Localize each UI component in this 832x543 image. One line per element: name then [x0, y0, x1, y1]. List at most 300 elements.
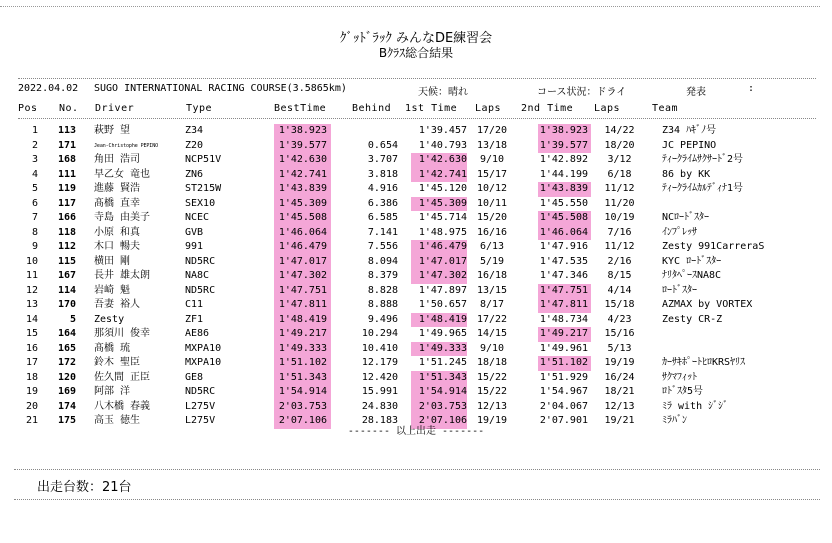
car-type: MXPA10	[185, 342, 222, 354]
event-date: 2022.04.02	[18, 83, 79, 94]
second-time: 1'38.923	[538, 124, 591, 139]
car-type: ZF1	[185, 313, 204, 325]
first-time: 2'03.753	[411, 400, 467, 415]
second-time: 1'47.916	[539, 241, 588, 253]
pos-cell: 16	[25, 342, 38, 354]
second-laps: 11/12	[604, 183, 635, 195]
car-number: 171	[57, 139, 76, 151]
second-time: 1'46.064	[538, 226, 591, 241]
driver-name: 岩崎 魁	[94, 284, 131, 296]
pos-cell: 9	[31, 241, 38, 253]
second-time: 1'47.751	[538, 284, 591, 299]
spacer	[517, 342, 538, 357]
behind-gap: 8.094	[367, 255, 398, 267]
spacer	[76, 342, 94, 357]
spacer	[398, 124, 411, 139]
team-name	[648, 197, 822, 212]
second-laps: 19/19	[604, 357, 635, 369]
first-laps: 8/17	[479, 299, 505, 311]
best-time: 1'45.508	[274, 211, 331, 226]
best-time: 1'51.102	[274, 356, 331, 371]
second-time: 1'47.535	[539, 255, 588, 267]
track-condition: コース状況：ドライ	[537, 87, 627, 98]
car-number: 167	[57, 270, 76, 282]
spacer	[76, 313, 94, 328]
results-table	[0, 124, 822, 429]
behind-gap: 6.585	[367, 212, 398, 224]
best-time: 1'49.217	[274, 327, 331, 342]
pos-cell: 13	[25, 299, 38, 311]
first-laps: 9/10	[479, 342, 505, 354]
first-time: 1'48.975	[418, 226, 467, 238]
table-row	[0, 211, 822, 226]
spacer	[76, 153, 94, 168]
second-laps: 11/20	[604, 197, 635, 209]
spacer	[398, 356, 411, 371]
car-type: ND5RC	[185, 255, 216, 267]
table-row	[0, 197, 822, 212]
table-row	[0, 182, 822, 197]
behind-gap: 12.420	[361, 371, 398, 383]
spacer	[76, 356, 94, 371]
col-no: No.	[59, 103, 79, 114]
driver-name: Jean-Christophe PEPINO	[94, 142, 159, 149]
car-number: 170	[57, 299, 76, 311]
info-rule	[18, 78, 816, 79]
team-name: ｲﾝﾌﾟﾚｯｻ	[662, 226, 697, 238]
spacer	[398, 400, 411, 415]
first-time: 1'45.120	[418, 183, 467, 195]
col-behind: Behind	[352, 103, 392, 114]
driver-name: 萩野 望	[94, 125, 131, 137]
spacer	[398, 342, 411, 357]
spacer	[517, 124, 538, 139]
spacer	[517, 400, 538, 415]
announcement-colon: :	[748, 83, 755, 94]
second-laps: 2/16	[607, 255, 632, 267]
car-type: ST215W	[185, 183, 222, 195]
team-name: Zesty CR-Z	[662, 313, 723, 325]
car-type: 991	[185, 241, 204, 253]
pos-cell: 2	[31, 139, 38, 151]
pos-cell: 15	[25, 328, 38, 340]
behind-gap: 10.294	[361, 328, 398, 340]
second-time: 1'49.217	[538, 327, 591, 342]
team-name: NCﾛｰﾄﾞｽﾀｰ	[662, 212, 710, 224]
car-type: NCEC	[185, 212, 210, 224]
first-time: 2'07.106	[411, 414, 467, 429]
driver-name: 高玉 徳生	[94, 415, 141, 427]
event-title: ｸﾞｯﾄﾞﾗｯｸ みんなDE練習会	[339, 31, 493, 46]
team-name: ﾛﾄﾞｽﾀ5号	[662, 386, 704, 398]
first-laps: 9/10	[479, 154, 505, 166]
car-type: L275V	[185, 415, 216, 427]
spacer	[517, 168, 538, 183]
first-laps: 17/22	[476, 313, 508, 325]
car-number: 175	[57, 415, 76, 427]
col-laps2: Laps	[594, 103, 621, 114]
car-type: NCP51V	[185, 154, 222, 166]
car-number: 112	[57, 241, 76, 253]
col-team: Team	[652, 103, 679, 114]
best-time: 1'38.923	[274, 124, 331, 139]
spacer	[76, 182, 94, 197]
second-laps: 8/15	[607, 270, 632, 282]
col-laps1: Laps	[475, 103, 502, 114]
spacer	[398, 211, 411, 226]
spacer	[76, 298, 94, 313]
end-marker: ------- 以上出走 -------	[347, 426, 485, 437]
first-time: 1'51.245	[418, 357, 467, 369]
car-type: ND5RC	[185, 386, 216, 398]
first-time: 1'45.309	[411, 197, 467, 212]
second-time: 1'39.577	[538, 139, 591, 154]
pos-cell: 4	[31, 168, 38, 180]
car-number: 120	[57, 371, 76, 383]
car-number: 118	[57, 226, 76, 238]
table-row	[0, 226, 822, 241]
top-rule	[0, 6, 820, 7]
second-time: 2'04.067	[539, 400, 588, 412]
pos-cell: 17	[25, 357, 38, 369]
second-laps: 18/20	[604, 139, 635, 151]
first-time: 1'42.630	[411, 153, 467, 168]
spacer	[517, 153, 538, 168]
spacer	[76, 211, 94, 226]
car-number: 115	[57, 255, 76, 267]
best-time: 1'47.017	[274, 255, 331, 270]
behind-gap: 7.556	[367, 241, 398, 253]
pos-cell: 14	[25, 313, 38, 325]
second-time: 1'51.102	[538, 356, 591, 371]
second-time: 2'07.901	[539, 415, 588, 427]
driver-name: 那須川 俊幸	[94, 328, 151, 340]
second-laps: 15/16	[604, 328, 635, 340]
first-laps: 18/18	[476, 357, 508, 369]
pos-cell: 12	[25, 284, 38, 296]
spacer	[76, 400, 94, 415]
col-type: Type	[186, 103, 213, 114]
team-name: ｶｰｻｷﾎﾟｰﾄﾋﾛKRSﾔﾘｽ	[662, 357, 746, 369]
table-row	[0, 269, 822, 284]
best-time: 1'54.914	[274, 385, 331, 400]
driver-name: 阿部 洋	[94, 386, 131, 398]
car-type: ZN6	[185, 168, 204, 180]
spacer	[517, 255, 538, 270]
spacer	[517, 226, 538, 241]
spacer	[76, 255, 94, 270]
second-laps: 7/16	[607, 226, 632, 238]
second-time: 1'45.550	[539, 197, 588, 209]
pos-cell: 1	[31, 125, 38, 137]
table-row	[0, 153, 822, 168]
spacer	[517, 385, 538, 400]
driver-name: 吾妻 裕人	[94, 299, 141, 311]
entry-count: 出走台数：21台	[37, 480, 132, 495]
first-laps: 5/19	[479, 255, 505, 267]
driver-name: 進藤 賢浩	[94, 183, 141, 195]
first-laps: 15/17	[476, 168, 508, 180]
pos-cell: 7	[31, 212, 38, 224]
spacer	[76, 168, 94, 183]
table-row	[0, 371, 822, 386]
spacer	[517, 182, 538, 197]
team-name: Zesty 991CarreraS	[662, 241, 765, 253]
team-name: KYC ﾛｰﾄﾞｽﾀｰ	[662, 255, 722, 267]
driver-name: 八木橋 春義	[94, 400, 151, 412]
second-laps: 12/13	[604, 400, 635, 412]
driver-name: 髙橋 琉	[94, 342, 131, 354]
car-number: 117	[57, 197, 76, 209]
behind-gap: 9.496	[367, 313, 398, 325]
table-row	[0, 327, 822, 342]
behind-gap	[331, 124, 398, 139]
first-laps: 10/12	[476, 183, 508, 195]
car-type: GE8	[185, 371, 204, 383]
behind-gap: 8.828	[367, 284, 398, 296]
car-number: 164	[57, 328, 76, 340]
second-laps: 10/19	[604, 212, 635, 224]
team-name: ﾐﾗ with ｼﾞｼﾞ	[662, 400, 729, 412]
behind-gap: 8.888	[367, 299, 398, 311]
car-type: Z20	[185, 139, 204, 151]
second-laps: 11/12	[604, 241, 635, 253]
second-laps: 4/14	[607, 284, 632, 296]
footer-rule-bottom	[14, 499, 820, 500]
pos-cell: 8	[31, 226, 38, 238]
col-first: 1st Time	[405, 103, 458, 114]
behind-gap: 8.379	[367, 270, 398, 282]
spacer	[76, 139, 94, 154]
behind-gap: 24.830	[361, 400, 398, 412]
driver-name: 早乙女 竜也	[94, 168, 151, 180]
announcement-label: 発表	[686, 87, 706, 98]
first-time: 1'47.897	[418, 284, 467, 296]
team-name: ﾃｨｰｸﾗｲﾑｻｸｻｰﾄﾞ2号	[662, 154, 744, 166]
pos-cell: 18	[25, 371, 38, 383]
spacer	[76, 327, 94, 342]
spacer	[398, 153, 411, 168]
header-rule	[18, 118, 816, 119]
best-time: 1'42.630	[274, 153, 331, 168]
spacer	[517, 269, 538, 284]
table-row	[0, 240, 822, 255]
best-time: 1'42.741	[274, 168, 331, 183]
driver-name: 横田 剛	[94, 255, 131, 267]
spacer	[398, 284, 411, 299]
behind-gap: 3.707	[367, 154, 398, 166]
first-time: 1'40.793	[418, 139, 467, 151]
driver-name: 鈴木 聖臣	[94, 357, 141, 369]
spacer	[517, 197, 538, 212]
spacer	[517, 313, 538, 328]
team-name: ﾅﾘﾀﾍﾟｰｽNA8C	[662, 270, 722, 282]
spacer	[76, 240, 94, 255]
driver-name: 小原 和真	[94, 226, 141, 238]
driver-name: 佐久間 正臣	[94, 371, 151, 383]
pos-cell: 5	[31, 183, 38, 195]
spacer	[517, 211, 538, 226]
first-time: 1'39.457	[418, 125, 467, 137]
second-time: 1'47.346	[539, 270, 588, 282]
best-time: 2'03.753	[274, 400, 331, 415]
spacer	[398, 240, 411, 255]
table-row	[0, 400, 822, 415]
second-laps: 4/23	[607, 313, 632, 325]
best-time: 1'51.343	[274, 371, 331, 386]
best-time: 1'46.479	[274, 240, 331, 255]
first-laps: 15/22	[476, 386, 508, 398]
table-row	[0, 313, 822, 328]
behind-gap: 15.991	[361, 386, 398, 398]
second-time: 1'42.892	[539, 154, 588, 166]
best-time: 1'46.064	[274, 226, 331, 241]
first-laps: 13/18	[476, 139, 508, 151]
course-name: SUGO INTERNATIONAL RACING COURSE(3.5865km)	[94, 83, 347, 94]
second-laps: 16/24	[604, 371, 635, 383]
col-driver: Driver	[95, 103, 135, 114]
best-time: 1'39.577	[274, 139, 331, 154]
car-number: 113	[57, 125, 76, 137]
behind-gap: 12.179	[361, 357, 398, 369]
second-laps: 3/12	[607, 154, 632, 166]
table-row	[0, 168, 822, 183]
first-time: 1'51.343	[411, 371, 467, 386]
behind-gap: 0.654	[367, 139, 398, 151]
spacer	[517, 356, 538, 371]
first-laps: 15/20	[476, 212, 508, 224]
team-name: JC PEPINO	[662, 139, 717, 151]
table-row	[0, 139, 822, 154]
first-laps: 17/20	[476, 125, 508, 137]
table-row	[0, 255, 822, 270]
spacer	[517, 371, 538, 386]
spacer	[398, 197, 411, 212]
first-laps: 10/11	[476, 197, 508, 209]
first-time: 1'49.333	[411, 342, 467, 357]
second-laps: 5/13	[607, 342, 632, 354]
pos-cell: 20	[25, 400, 38, 412]
spacer	[76, 124, 94, 139]
car-number: 5	[69, 313, 76, 325]
team-name: 86 by KK	[662, 168, 711, 180]
spacer	[517, 240, 538, 255]
spacer	[76, 385, 94, 400]
weather: 天候：晴れ	[418, 87, 468, 98]
spacer	[398, 182, 411, 197]
spacer	[76, 371, 94, 386]
best-time: 1'47.751	[274, 284, 331, 299]
second-time: 1'45.508	[538, 211, 591, 226]
second-time: 1'51.929	[539, 371, 588, 383]
second-time: 1'44.199	[539, 168, 588, 180]
driver-name: 木口 暢夫	[94, 241, 141, 253]
footer-rule-top	[14, 469, 820, 470]
spacer	[76, 284, 94, 299]
team-name: ﾐﾗﾊﾞﾝ	[662, 415, 687, 427]
spacer	[398, 269, 411, 284]
best-time: 2'07.106	[274, 414, 331, 429]
second-laps: 14/22	[604, 125, 635, 137]
team-name: Z34 ﾊｷﾞﾉ号	[662, 125, 717, 137]
second-laps: 18/21	[604, 386, 635, 398]
behind-gap: 7.141	[367, 226, 398, 238]
team-name: ﾃｨｰｸﾗｲﾑｶﾙﾃﾞｨﾅ1号	[662, 183, 744, 195]
car-number: 114	[57, 284, 76, 296]
best-time: 1'47.811	[274, 298, 331, 313]
table-row	[0, 124, 822, 139]
col-pos: Pos	[18, 103, 38, 114]
pos-cell: 21	[25, 415, 38, 427]
car-type: ND5RC	[185, 284, 216, 296]
first-laps: 15/22	[476, 371, 508, 383]
behind-gap: 28.183	[361, 415, 398, 427]
spacer	[398, 298, 411, 313]
car-number: 174	[57, 400, 76, 412]
car-type: AE86	[185, 328, 210, 340]
spacer	[398, 226, 411, 241]
second-time: 1'48.734	[539, 313, 588, 325]
team-name	[648, 327, 822, 342]
table-row	[0, 356, 822, 371]
table-row	[0, 385, 822, 400]
car-number: 165	[57, 342, 76, 354]
first-time: 1'54.914	[411, 385, 467, 400]
first-time: 1'42.741	[411, 168, 467, 183]
first-time: 1'47.017	[411, 255, 467, 270]
spacer	[398, 139, 411, 154]
car-number: 168	[57, 154, 76, 166]
best-time: 1'43.839	[274, 182, 331, 197]
second-laps: 19/21	[604, 415, 635, 427]
best-time: 1'48.419	[274, 313, 331, 328]
team-name: AZMAX by VORTEX	[662, 299, 753, 311]
pos-cell: 3	[31, 154, 38, 166]
first-laps: 12/13	[476, 400, 508, 412]
car-number: 111	[57, 168, 76, 180]
pos-cell: 10	[25, 255, 38, 267]
first-time: 1'46.479	[411, 240, 467, 255]
second-laps: 6/18	[607, 168, 632, 180]
pos-cell: 19	[25, 386, 38, 398]
car-type: C11	[185, 299, 204, 311]
first-laps: 16/16	[476, 226, 508, 238]
first-laps: 6/13	[479, 241, 505, 253]
team-name: ｻｸﾏﾌｨｯﾄ	[662, 371, 697, 383]
spacer	[398, 371, 411, 386]
car-type: GVB	[185, 226, 204, 238]
first-laps: 16/18	[476, 270, 508, 282]
second-laps: 15/18	[604, 299, 635, 311]
first-laps: 13/15	[476, 284, 508, 296]
driver-name: 角田 浩司	[94, 154, 141, 166]
spacer	[398, 313, 411, 328]
col-best: BestTime	[274, 103, 327, 114]
second-time: 1'47.811	[538, 298, 591, 313]
col-second: 2nd Time	[521, 103, 574, 114]
behind-gap: 3.818	[367, 168, 398, 180]
car-type: NA8C	[185, 270, 210, 282]
table-row	[0, 298, 822, 313]
spacer	[517, 298, 538, 313]
spacer	[76, 269, 94, 284]
spacer	[517, 139, 538, 154]
team-name	[648, 342, 822, 357]
second-time: 1'43.839	[538, 182, 591, 197]
car-number: 166	[57, 212, 76, 224]
class-subtitle: Bｸﾗｽ総合結果	[378, 46, 454, 60]
first-laps: 19/19	[476, 415, 508, 427]
